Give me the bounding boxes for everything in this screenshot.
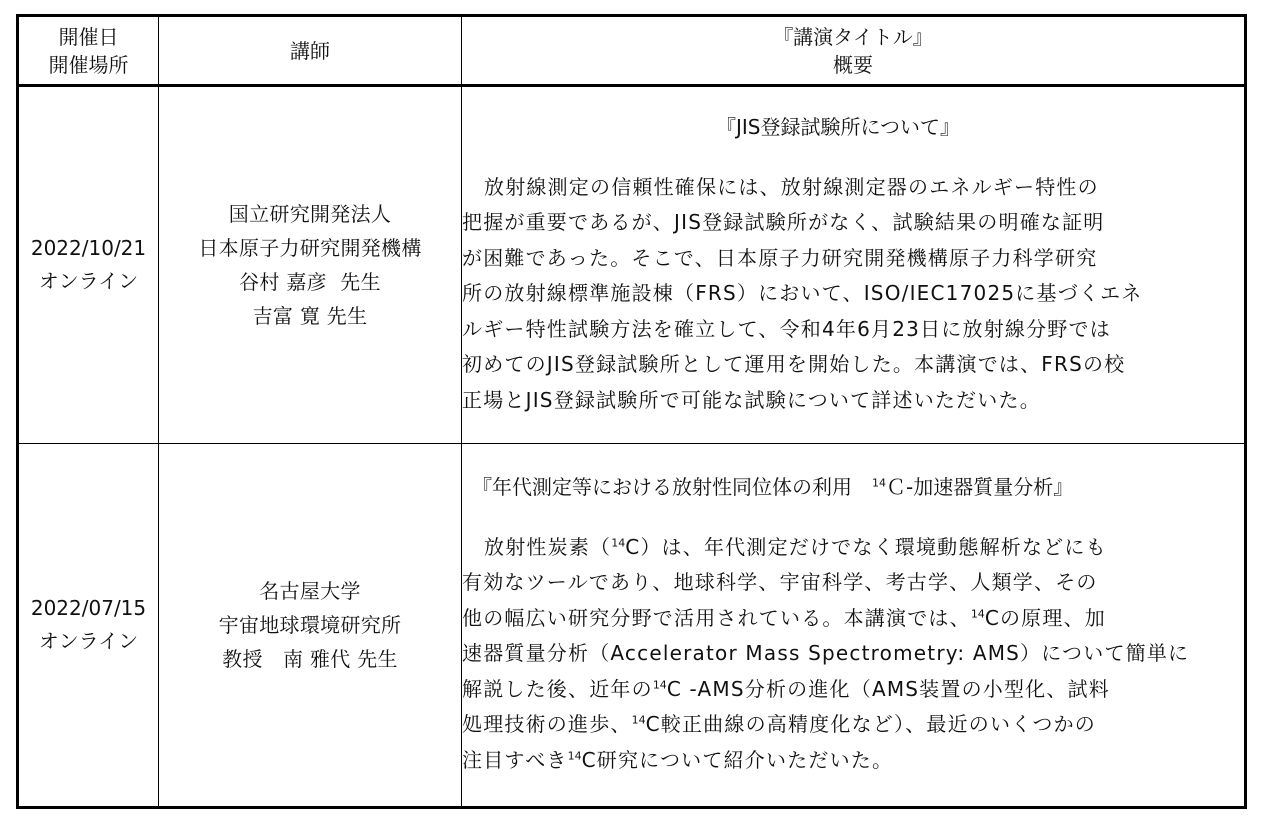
superscript-14: 14 [652, 678, 667, 692]
summary-line [462, 530, 1244, 566]
superscript-14: 14 [970, 607, 985, 621]
lecturer-line: 吉富 寛 先生 [252, 304, 368, 328]
lecturer-cell [159, 86, 462, 444]
summary-text: 放射性炭素（ [484, 534, 612, 559]
summary-line [462, 672, 1244, 708]
header-venue: 開催場所 [48, 52, 129, 77]
summary-text: 有効なツールであり、地球科学、宇宙科学、考古学、人類学、その [462, 570, 1098, 595]
summary-line [462, 601, 1244, 637]
summary-text: 処理技術の進歩、 [462, 712, 632, 737]
summary-line: 把握が重要であるが、JIS登録試験所がなく、試験結果の明確な証明 [462, 210, 1105, 235]
summary-text: 速器質量分析（Accelerator Mass Spectrometry: AMS）について簡単に [462, 641, 1190, 666]
header-title-summary [462, 16, 1246, 86]
summary-line: ルギー特性試験方法を確立して、令和4年6月23日に放射線分野では [462, 316, 1111, 341]
lecturer-line: 日本原子力研究開発機構 [198, 236, 422, 260]
summary-line [462, 707, 1244, 743]
summary-text: C -AMS分析の進化（AMS装置の小型化、試料 [666, 676, 1110, 701]
summary-line [462, 636, 1244, 672]
summary-text: 注目すべき [462, 747, 568, 772]
header-lecturer: 講師 [159, 16, 462, 86]
summary-line: 所の放射線標準施設棟（FRS）において、ISO/IEC17025に基づくエネ [462, 281, 1143, 306]
summary-line: が困難であった。そこで、日本原子力研究開発機構原子力科学研究 [462, 245, 1098, 270]
summary-text: Cの原理、加 [984, 605, 1106, 630]
superscript-14: 14 [872, 476, 886, 490]
title-text: 『年代測定等における放射性同位体の利用 [472, 474, 872, 499]
header-title: 『講演タイトル』 [773, 24, 933, 49]
lecture-summary [462, 530, 1244, 779]
title-text: Ｃ-加速器質量分析』 [886, 474, 1074, 499]
lecturer-line: 教授 南 雅代 先生 [222, 647, 398, 671]
header-summary: 概要 [833, 52, 873, 77]
event-date: 2022/10/21 [30, 236, 147, 260]
lecture-title [462, 472, 1244, 502]
lecture-summary [462, 170, 1244, 419]
summary-text: C研究について紹介いただいた。 [581, 747, 894, 772]
lecturer-line: 谷村 嘉彦 先生 [239, 270, 381, 294]
summary-text: 解説した後、近年の [462, 676, 653, 701]
superscript-14: 14 [611, 536, 626, 550]
summary-line [462, 743, 1244, 779]
lecturer-line: 国立研究開発法人 [228, 202, 392, 226]
table-row [18, 444, 1246, 808]
summary-text: C）は、年代測定だけでなく環境動態解析などにも [625, 534, 1107, 559]
date-venue-cell [18, 444, 159, 808]
event-venue: オンライン [38, 269, 139, 293]
date-venue-cell [18, 86, 159, 444]
header-date-venue [18, 16, 159, 86]
lecturer-cell [159, 444, 462, 808]
superscript-14: 14 [567, 749, 582, 763]
summary-line [462, 565, 1244, 601]
lecturer-line: 宇宙地球環境研究所 [218, 613, 402, 637]
header-row [18, 16, 1246, 86]
summary-line: 正場とJIS登録試験所で可能な試験について詳述いただいた。 [462, 387, 1041, 412]
summary-text: C較正曲線の高精度化など）、最近のいくつかの [645, 712, 1096, 737]
title-summary-cell [462, 86, 1246, 444]
table-row [18, 86, 1246, 444]
summary-text: 他の幅広い研究分野で活用されている。本講演では、 [462, 605, 971, 630]
header-date: 開催日 [58, 24, 119, 49]
title-summary-cell [462, 444, 1246, 808]
seminar-table [16, 14, 1247, 809]
summary-line: 初めてのJIS登録試験所として運用を開始した。本講演では、FRSの校 [462, 352, 1126, 377]
event-venue: オンライン [38, 629, 139, 653]
event-date: 2022/07/15 [30, 596, 147, 620]
lecturer-line: 名古屋大学 [259, 579, 361, 603]
lecture-title: 『JIS登録試験所について』 [715, 114, 961, 139]
superscript-14: 14 [631, 713, 646, 727]
summary-line: 放射線測定の信頼性確保には、放射線測定器のエネルギー特性の [484, 174, 1099, 199]
